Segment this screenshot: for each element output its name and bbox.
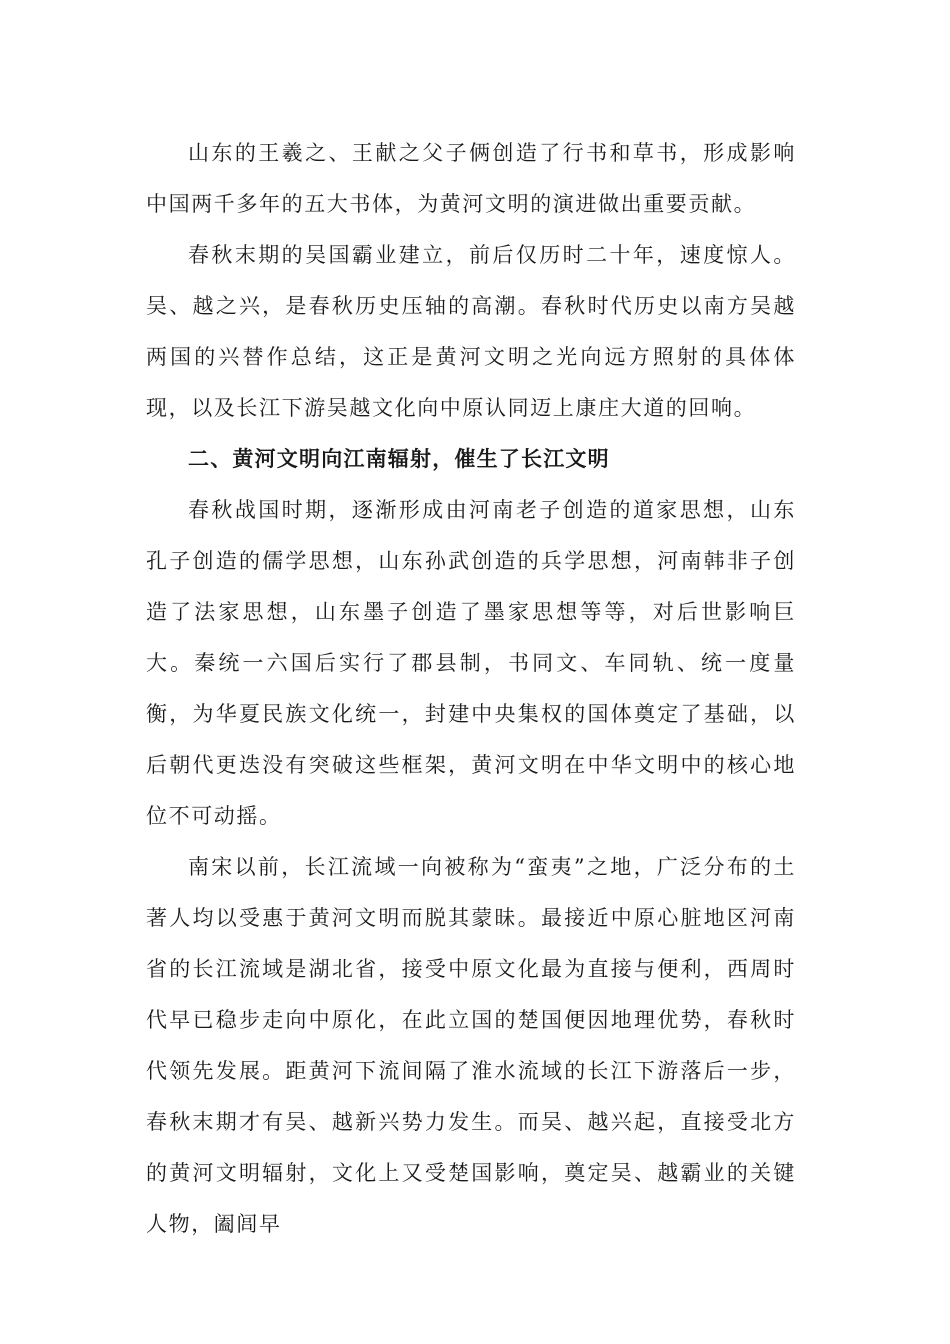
- paragraph-southern-song: 南宋以前，长江流域一向被称为“蛮夷”之地，广泛分布的土著人均以受惠于黄河文明而脱其蒙昧。最接近中原心脏地区河南省的长江流域是湖北省，接受中原文化最为直接与便利，西周时代早已稳步走向中原化，在此立国的楚国便因地理优势，春秋时代领先发展。距黄河下流间隔了淮水流域的长江下游落后一步，春秋末期才有吴、越新兴势力发生。而吴、越兴起，直接受北方的黄河文明辐射，文化上又受楚国影响，奠定吴、越霸业的关键人物，阖闾早: [146, 855, 796, 1236]
- section-heading: 二、黄河文明向江南辐射，催生了长江文明: [188, 447, 610, 471]
- paragraph-wu-hegemony: 春秋末期的吴国霸业建立，前后仅历时二十年，速度惊人。吴、越之兴，是春秋历史压轴的高潮。春秋时代历史以南方吴越两国的兴替作总结，这正是黄河文明之光向远方照射的具体体现，以及长江下游吴越文化向中原认同迈上康庄大道的回响。: [146, 243, 796, 420]
- document-body: [146, 128, 796, 1250]
- paragraph-warring-states: 春秋战国时期，逐渐形成由河南老子创造的道家思想，山东孔子创造的儒学思想，山东孙武创造的兵学思想，河南韩非子创造了法家思想，山东墨子创造了墨家思想等等，对后世影响巨大。秦统一六国后实行了郡县制，书同文、车同轨、统一度量衡，为华夏民族文化统一，封建中央集权的国体奠定了基础，以后朝代更迭没有突破这些框架，黄河文明在中华文明中的核心地位不可动摇。: [146, 498, 796, 828]
- paragraph-calligraphy: 山东的王羲之、王献之父子俩创造了行书和草书，形成影响中国两千多年的五大书体，为黄河文明的演进做出重要贡献。: [146, 141, 796, 216]
